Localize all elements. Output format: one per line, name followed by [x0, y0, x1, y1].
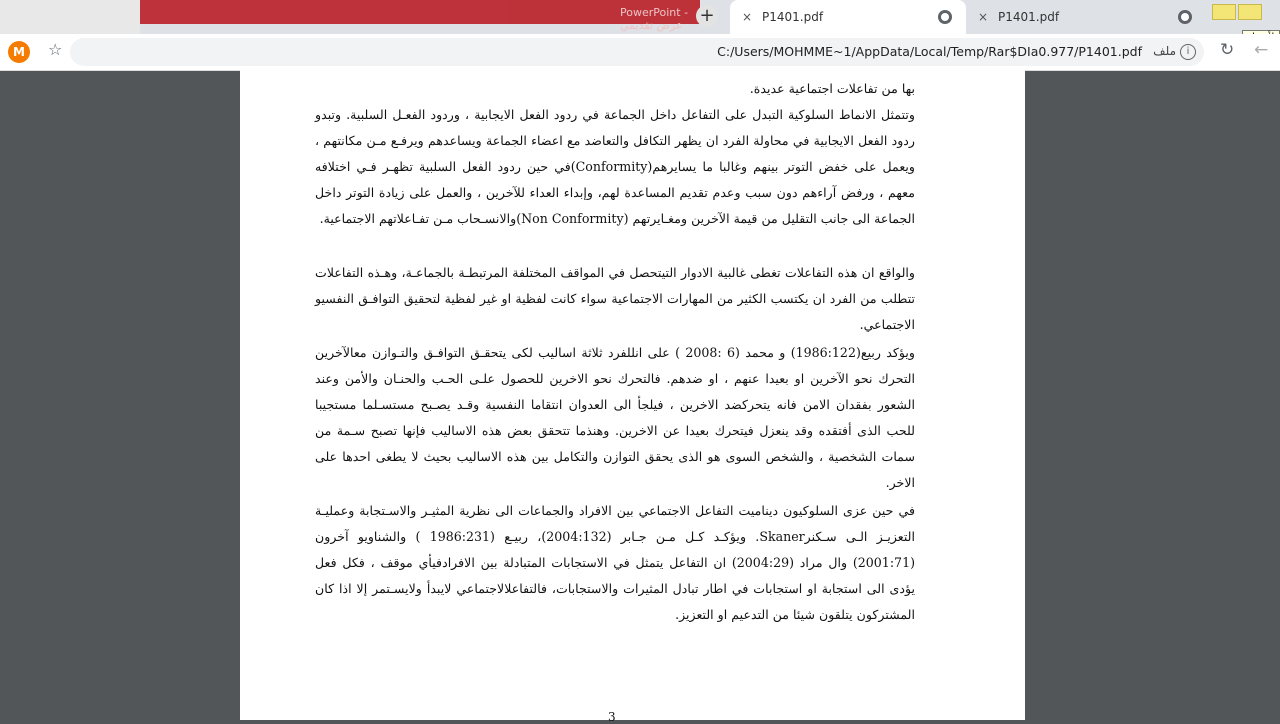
address-bar[interactable]	[70, 38, 1204, 66]
paragraph: ويؤكد ربيع(1986:122) و محمد (6 :2008 ) على انللفرد ثلاثة اساليب لكى يتحقـق التوافـق والتـوازن معالآخرين التحرك نحو الآخرين او بعيدا عنهم ، او ضدهم. فالتحرك نحو الاخرين للحصول علـى الحـب والحنـان والأمن وعند الشعور بفقدان الامن فانه يتحركضد الاخرين ، فيلجأ الى العدوان انتقاما النفسية وقـد يصـبح مستسـلما مستجيبا للحب الذى أفتقده وقد ينعزل فيتحرك بعيدا عن الاخرين. وهنذما تتحقق بعض هذه الاساليب فإنها تصبح سـمة من سمات الشخصية ، والشخص السوى هو الذى يحقق التوازن والتكامل بين هذه الاساليب بحيث لا يطغى احدها على الاخر.	[315, 345, 915, 490]
close-icon[interactable]: ×	[977, 10, 989, 24]
window-controls	[1212, 0, 1280, 34]
tab-inactive[interactable]	[966, 0, 1206, 34]
background-window	[140, 0, 700, 32]
new-tab-button[interactable]	[696, 5, 718, 27]
page-number: 3	[608, 710, 616, 724]
plus-icon: +	[699, 5, 715, 26]
file-label: ملف	[1153, 44, 1176, 58]
background-window-left	[0, 0, 140, 34]
address-text[interactable]: C:/Users/MOHMME~1/AppData/Local/Temp/Rar$DIa0.977/P1401.pdf	[717, 44, 1142, 59]
pdf-page	[240, 70, 1025, 724]
tab-strip	[0, 0, 1280, 34]
tab-active[interactable]	[730, 0, 966, 34]
paragraph: وتتمثل الانماط السلوكية التبدل على التفاعل داخل الجماعة في ردود الفعل الايجابية ، وردود الفعـل السلبية. وتبدو ردود الفعل الايجابية في محاولة الفرد ان يظهر التكافل والتعاضد مع اعضاء الجماعة ويساعدهم ويرفـع مـن مكانتهم ، ويعمل على خفض التوتر بينهم وغالبا ما يسايرهم(Conformity)في حين ردود الفعل السلبية تظهـر فـي اختلافه معهم ، ورفض آراءهم دون سبب وعدم تقديم المساعدة لهم، وإبداء العداء للآخرين ، والعمل على زيادة التوتر داخل الجماعة الى جانب التقليل من قيمة الآخرين ومغـايرتهم (Non Conformity)والانسـحاب مـن تفـاعلاتهم الاجتماعية.	[315, 107, 915, 226]
info-icon[interactable]: i	[1180, 44, 1196, 60]
background-window-title: PowerPoint - عرض تقديمي	[620, 6, 689, 32]
profile-avatar[interactable]: M	[8, 41, 30, 63]
restore-button[interactable]	[1238, 4, 1262, 20]
paragraph: في حين عزى السلوكيون ديناميت التفاعل الاجتماعي بين الافراد والجماعات الى نظرية المثيـر والاسـتجابة وعمليـة التعزيـز الـى سـكنرSkaner. ويؤكـد كـل مـن جـابر (2004:132)، ربيـع (1986:231 ) والشناويو آخرون (2001:71) وال مراد (2004:29) ان التفاعل يتمثل في الاستجابات المتبادلة بين الافرادفيأي موقف ، فكل فعل يؤدى الى استجابة او استجابات في اطار تبادل المثيرات والاستجابات، فالتفاعلالاجتماعي لايبدأ ولايسـتمر إلا اذا كان المشتركون يتلقون شيئا من التدعيم او التعزيز.	[315, 503, 916, 622]
tab-title: P1401.pdf	[762, 10, 824, 24]
paragraph: بها من تفاعلات اجتماعية عديدة.	[749, 81, 915, 96]
toolbar	[0, 34, 1280, 71]
globe-icon	[938, 10, 952, 24]
bookmark-star-icon[interactable]: ☆	[48, 40, 63, 59]
back-icon[interactable]: ←	[1254, 40, 1269, 60]
tab-title: P1401.pdf	[998, 10, 1060, 24]
close-icon[interactable]: ×	[741, 10, 753, 24]
paragraph: والواقع ان هذه التفاعلات تغطى غالبية الادوار التيتحصل في المواقف المختلفة المرتبطـة بالجماعـة، وهـذه التفاعلات تتطلب من الفرد ان يكتسب الكثير من المهارات الاجتماعية سواء كانت لفظية او غير لفظية لتحقيق التوافـق النفسيو الاجتماعي.	[315, 265, 915, 332]
minimize-button[interactable]	[1212, 4, 1236, 20]
reload-icon[interactable]: ↻	[1220, 40, 1235, 60]
globe-icon	[1178, 10, 1192, 24]
